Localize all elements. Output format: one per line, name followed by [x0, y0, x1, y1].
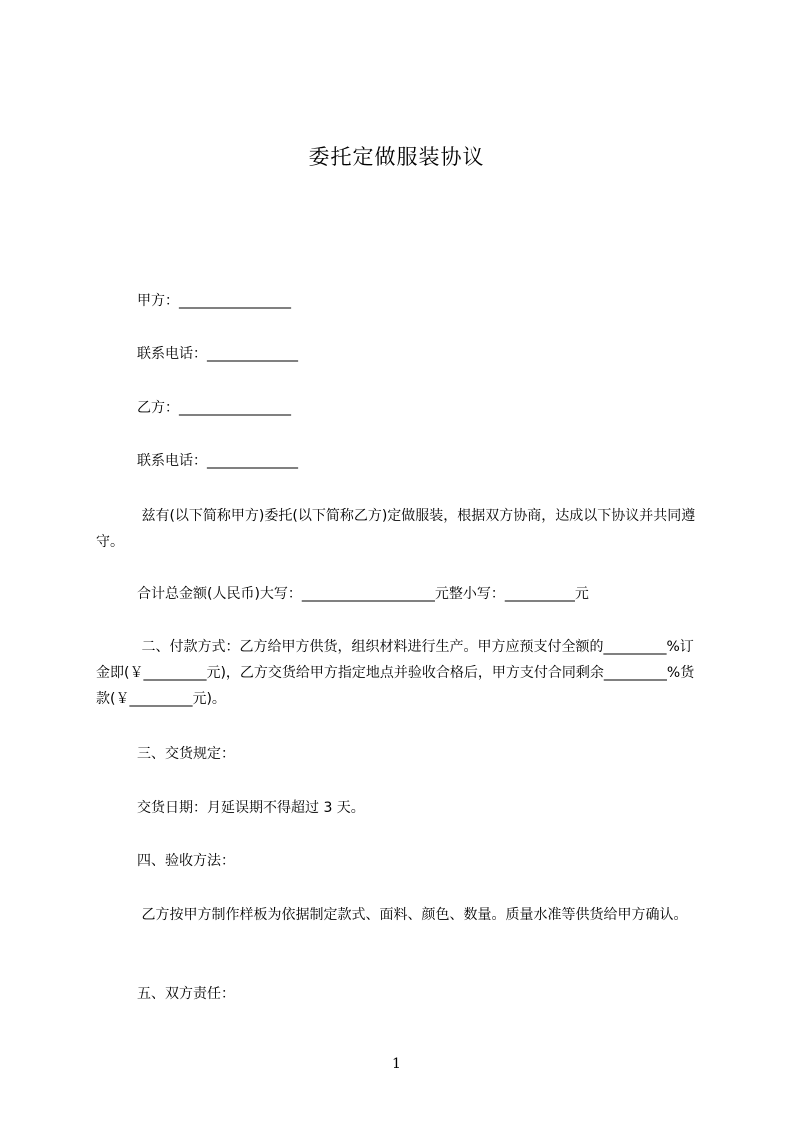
delivery-heading: 三、交货规定： [137, 746, 235, 762]
payment-paragraph: 二、付款方式：乙方给甲方供货，组织材料进行生产。甲方应预支付全额的_________%订金即(￥_________元)，乙方交货给甲方指定地点并验收合格后，甲方支付合同剩余_________%货款(￥_________元)。 [96, 639, 695, 707]
acceptance-heading: 四、验收方法： [137, 853, 235, 869]
page-number: 1 [392, 1056, 401, 1072]
preamble-paragraph: 兹有(以下简称甲方)委托(以下简称乙方)定做服装，根据双方协商，达成以下协议并共同遵守。 [96, 508, 696, 550]
total-amount-line: 合计总金额(人民币)大写：___________________元整小写：__________元 [137, 586, 589, 602]
delivery-date-line: 交货日期：月延误期不得超过 3 天。 [137, 800, 365, 816]
responsibility-heading: 五、双方责任： [137, 986, 235, 1002]
party-a-line: 甲方：________________ [137, 293, 291, 309]
party-b-line: 乙方：________________ [137, 400, 291, 416]
document-title: 委托定做服装协议 [308, 145, 485, 169]
party-b-phone-line: 联系电话：_____________ [137, 453, 298, 469]
party-a-phone-line: 联系电话：_____________ [137, 346, 298, 362]
acceptance-paragraph: 乙方按甲方制作样板为依据制定款式、面料、颜色、数量。质量水准等供货给甲方确认。 [137, 907, 688, 923]
